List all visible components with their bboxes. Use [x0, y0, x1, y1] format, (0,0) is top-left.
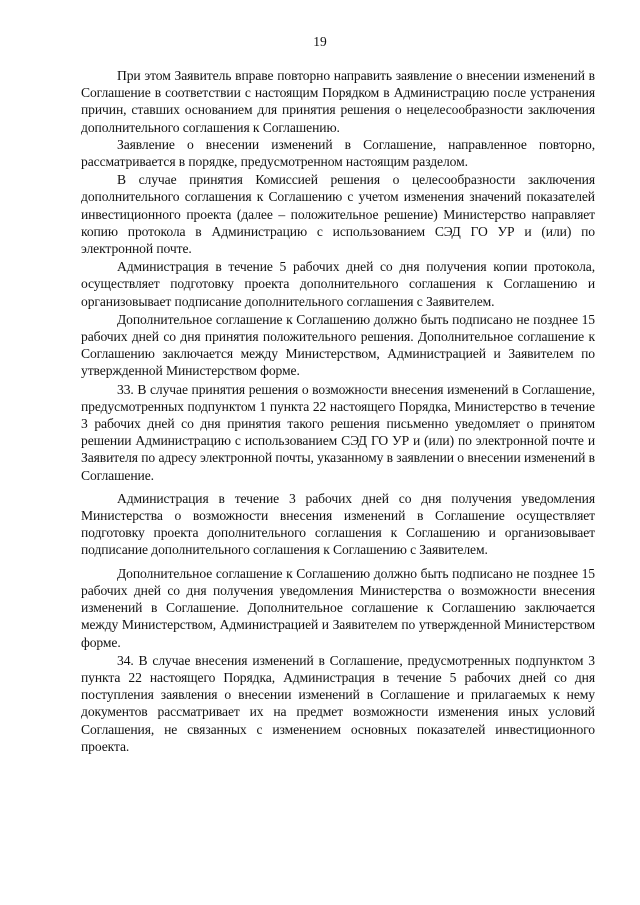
paragraph-notification-preparation: Администрация в течение 3 рабочих дней со дня получения уведомления Министерства о возможности внесения изменений в Соглашение осуществляет подготовку проекта дополнительного соглашения к Соглашению и организовывает подписание дополнительного соглашения к Соглашению с Заявителем.: [81, 490, 595, 558]
paragraph-signing-after-notification: Дополнительное соглашение к Соглашению должно быть подписано не позднее 15 рабочих дней со дня получения уведомления Министерства о возможности внесения изменений в Соглашение. Дополнительное соглашение к Соглашению заключается между Министерством, Администрацией и Заявителем по утвержденной Министерством форме.: [81, 565, 595, 650]
document-body: [81, 67, 595, 755]
paragraph-positive-decision: В случае принятия Комиссией решения о целесообразности заключения дополнительного соглашения к Соглашению с учетом изменения значений показателей инвестиционного проекта (далее – положительное решение) Министерство направляет копию протокола в Администрацию с использованием СЭД ГО УР и (или) по электронной почте.: [81, 172, 595, 257]
page-number: 19: [313, 34, 327, 49]
paragraph-clause-33: 33. В случае принятия решения о возможности внесения изменений в Соглашение, предусмотренных подпунктом 1 пункта 22 настоящего Порядка, Министерство в течение 3 рабочих дней со дня принятия такого решения письменно уведомляет о принятом решении Администрацию с использованием СЭД ГО УР и (или) по электронной почте и Заявителя по адресу электронной почты, указанному в заявлении о внесении изменений в Соглашение.: [81, 381, 595, 483]
paragraph-clause-34: 34. В случае внесения изменений в Соглашение, предусмотренных подпунктом 3 пункта 22 настоящего Порядка, Администрация в течение 5 рабочих дней со дня поступления заявления о внесении изменений в Соглашение и прилагаемых к нему документов рассматривает их на предмет возможности изменения иных условий Соглашения, не связанных с изменением основных показателей инвестиционного проекта.: [81, 652, 595, 754]
paragraph-resubmitted-review: Заявление о внесении изменений в Соглашение, направленное повторно, рассматривается в порядке, предусмотренном настоящим разделом.: [81, 136, 595, 170]
paragraph-signing-deadline: Дополнительное соглашение к Соглашению должно быть подписано не позднее 15 рабочих дней со дня принятия положительного решения. Дополнительное соглашение к Соглашению заключается между Министерством, Администрацией и Заявителем по утвержденной Министерством форме.: [81, 311, 595, 379]
paragraph-resubmission-right: При этом Заявитель вправе повторно направить заявление о внесении изменений в Соглашение в соответствии с настоящим Порядком в Администрацию после устранения причин, ставших основанием для принятия решения о нецелесообразности заключения дополнительного соглашения к Соглашению.: [81, 68, 595, 135]
paragraph-administration-preparation: Администрация в течение 5 рабочих дней со дня получения копии протокола, осуществляет подготовку проекта дополнительного соглашения к Соглашению и организовывает подписание дополнительного соглашения с Заявителем.: [81, 259, 595, 309]
